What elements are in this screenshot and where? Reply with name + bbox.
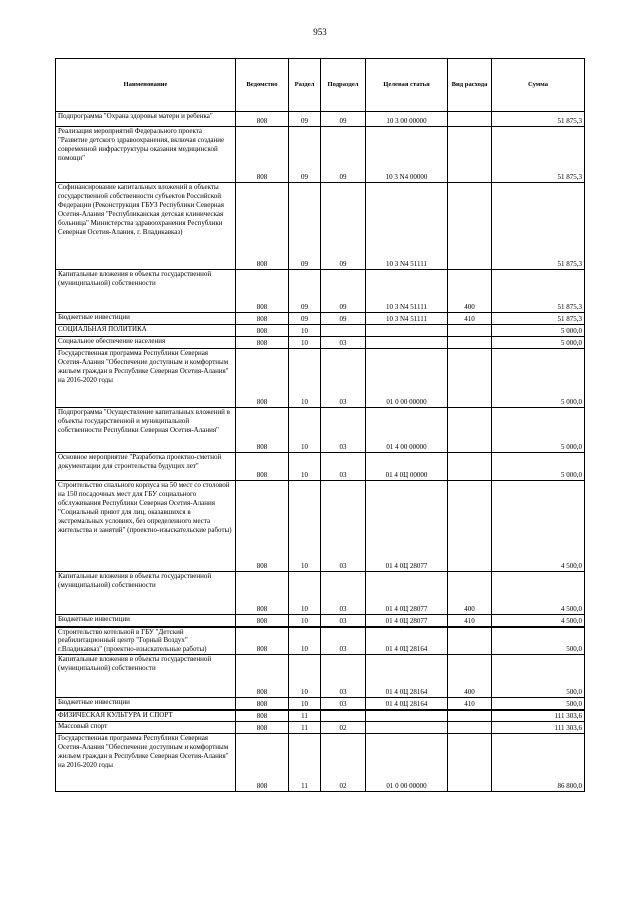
- row-subsection: [321, 710, 366, 722]
- row-department: 808: [236, 408, 289, 453]
- row-sum: 51 875,3: [492, 112, 585, 127]
- row-target-article: 01 4 0Ц 00000: [366, 453, 448, 481]
- row-expense-type: [448, 408, 492, 453]
- row-name: Реализация мероприятий Федерального проекта "Развитие детского здравоохранения, включая создание современной инфраструктуры оказания медицинской помощи": [56, 127, 236, 183]
- row-target-article: 10 3 N4 51111: [366, 270, 448, 313]
- row-target-article: 01 4 0Ц 28164: [366, 627, 448, 655]
- row-target-article: [366, 710, 448, 722]
- row-section: 10: [289, 325, 321, 337]
- row-name: Основное мероприятие "Разработка проектно-сметной документации для строительства будущих лет": [56, 453, 236, 481]
- row-target-article: 01 4 00 00000: [366, 408, 448, 453]
- row-expense-type: 410: [448, 313, 492, 325]
- row-section: 10: [289, 655, 321, 698]
- row-name: Строительство спального корпуса на 50 мест со столовой на 150 посадочных мест для ГБУ социального обслуживания Республики Северная Осетия-Алания "Социальный приют для лиц, оказавшихся в экстремальных условиях, без определенного места жительства и занятий" (проектно-изыскательские работы): [56, 481, 236, 572]
- row-target-article: 10 3 00 00000: [366, 112, 448, 127]
- row-target-article: 01 4 0Ц 28077: [366, 615, 448, 627]
- row-department: 808: [236, 349, 289, 408]
- row-section: 10: [289, 698, 321, 710]
- row-target-article: 10 3 N4 51111: [366, 313, 448, 325]
- row-name: Строительство котельной в ГБУ "Детский реабилитационный центр "Горный Воздух" г.Владикавказ" (проектно-изыскательные работы): [56, 627, 236, 655]
- row-name: Подпрограмма "Охрана здоровья матери и ребенка": [56, 112, 236, 127]
- row-section: 09: [289, 127, 321, 183]
- table-row: [56, 183, 585, 270]
- row-subsection: 03: [321, 408, 366, 453]
- row-expense-type: [448, 349, 492, 408]
- column-header-name: Наименование: [56, 59, 236, 112]
- row-sum: 51 875,3: [492, 127, 585, 183]
- row-sum: 4 500,0: [492, 572, 585, 615]
- table-row: [56, 572, 585, 615]
- row-target-article: 01 0 00 00000: [366, 349, 448, 408]
- row-name: Бюджетные инвестиции: [56, 698, 236, 710]
- row-name: Бюджетные инвестиции: [56, 615, 236, 627]
- row-subsection: 03: [321, 655, 366, 698]
- row-department: 808: [236, 337, 289, 349]
- row-target-article: 01 4 0Ц 28164: [366, 698, 448, 710]
- row-department: 808: [236, 127, 289, 183]
- table-row: [56, 655, 585, 698]
- row-target-article: 01 4 0Ц 28164: [366, 655, 448, 698]
- row-expense-type: [448, 734, 492, 792]
- table-row: [56, 270, 585, 313]
- row-subsection: 09: [321, 183, 366, 270]
- row-sum: 5 000,0: [492, 337, 585, 349]
- row-expense-type: 400: [448, 655, 492, 698]
- budget-table: [55, 58, 585, 792]
- row-section: 10: [289, 349, 321, 408]
- row-expense-type: 400: [448, 270, 492, 313]
- row-section: 10: [289, 627, 321, 655]
- row-name: СОЦИАЛЬНАЯ ПОЛИТИКА: [56, 325, 236, 337]
- row-sum: 51 875,3: [492, 313, 585, 325]
- row-department: 808: [236, 183, 289, 270]
- row-subsection: 03: [321, 337, 366, 349]
- row-section: 09: [289, 112, 321, 127]
- row-subsection: 02: [321, 722, 366, 734]
- row-subsection: 03: [321, 349, 366, 408]
- row-subsection: 03: [321, 481, 366, 572]
- row-sum: 5 000,0: [492, 408, 585, 453]
- page-number: 953: [313, 27, 327, 37]
- row-target-article: 10 3 N4 00000: [366, 127, 448, 183]
- row-subsection: 09: [321, 127, 366, 183]
- row-target-article: 01 4 0Ц 28077: [366, 481, 448, 572]
- row-name: Капитальные вложения в объекты государственной (муниципальной) собственности: [56, 572, 236, 615]
- row-name: ФИЗИЧЕСКАЯ КУЛЬТУРА И СПОРТ: [56, 710, 236, 722]
- column-header-department: Ведомство: [236, 59, 289, 112]
- row-department: 808: [236, 270, 289, 313]
- row-expense-type: [448, 325, 492, 337]
- row-subsection: [321, 325, 366, 337]
- row-name: Социальное обеспечение населения: [56, 337, 236, 349]
- row-department: 808: [236, 313, 289, 325]
- column-header-sum: Сумма: [492, 59, 585, 112]
- row-target-article: [366, 337, 448, 349]
- row-expense-type: [448, 337, 492, 349]
- row-sum: 5 000,0: [492, 349, 585, 408]
- row-name: Бюджетные инвестиции: [56, 313, 236, 325]
- row-sum: 4 500,0: [492, 481, 585, 572]
- table-row: [56, 722, 585, 734]
- row-subsection: 09: [321, 313, 366, 325]
- row-sum: 5 000,0: [492, 325, 585, 337]
- row-section: 10: [289, 572, 321, 615]
- row-section: 09: [289, 313, 321, 325]
- row-department: 808: [236, 722, 289, 734]
- row-name: Капитальные вложения в объекты государственной (муниципальной) собственности: [56, 655, 236, 698]
- column-header-subsection: Подраздел: [321, 59, 366, 112]
- column-header-section: Раздел: [289, 59, 321, 112]
- row-name: Подпрограмма "Осуществление капитальных вложений в объекты государственной и муниципальной собственности Республики Северная Осетия-Алания": [56, 408, 236, 453]
- row-expense-type: [448, 453, 492, 481]
- table-body: [56, 112, 585, 792]
- row-subsection: 03: [321, 572, 366, 615]
- row-target-article: [366, 722, 448, 734]
- row-sum: 500,0: [492, 655, 585, 698]
- row-department: 808: [236, 481, 289, 572]
- row-sum: 51 875,3: [492, 183, 585, 270]
- row-expense-type: 400: [448, 572, 492, 615]
- table-row: [56, 453, 585, 481]
- table-row: [56, 127, 585, 183]
- row-department: 808: [236, 627, 289, 655]
- row-subsection: 09: [321, 112, 366, 127]
- row-section: 10: [289, 408, 321, 453]
- row-section: 11: [289, 722, 321, 734]
- row-sum: 86 800,0: [492, 734, 585, 792]
- row-section: 10: [289, 481, 321, 572]
- row-expense-type: 410: [448, 698, 492, 710]
- table-row: [56, 698, 585, 710]
- row-sum: 111 303,6: [492, 710, 585, 722]
- row-expense-type: [448, 710, 492, 722]
- table-row: [56, 734, 585, 792]
- row-expense-type: [448, 127, 492, 183]
- row-subsection: 03: [321, 453, 366, 481]
- row-name: Массовый спорт: [56, 722, 236, 734]
- row-name: Государственная программа Республики Северная Осетия-Алания "Обеспечение доступным и комфортным жильем граждан в Республике Северная Осетия-Алания" на 2016-2020 годы: [56, 734, 236, 792]
- row-name: Государственная программа Республики Северная Осетия-Алания "Обеспечение доступным и комфортным жильем граждан в Республике Северная Осетия-Алания" на 2016-2020 годы: [56, 349, 236, 408]
- row-target-article: [366, 325, 448, 337]
- table-row: [56, 337, 585, 349]
- table-row: [56, 325, 585, 337]
- table-row: [56, 408, 585, 453]
- row-subsection: 03: [321, 698, 366, 710]
- table-row: [56, 349, 585, 408]
- table-row: [56, 710, 585, 722]
- table-row: [56, 481, 585, 572]
- row-sum: 4 500,0: [492, 615, 585, 627]
- row-sum: 111 303,6: [492, 722, 585, 734]
- row-sum: 500,0: [492, 627, 585, 655]
- row-department: 808: [236, 112, 289, 127]
- row-name: Капитальные вложения в объекты государственной (муниципальной) собственности: [56, 270, 236, 313]
- row-expense-type: [448, 627, 492, 655]
- row-department: 808: [236, 572, 289, 615]
- row-expense-type: [448, 183, 492, 270]
- row-expense-type: [448, 481, 492, 572]
- row-name: Софинансирование капитальных вложений в объекты государственной собственности субъектов Российской Федерации (Реконструкция ГБУЗ Республики Северная Осетия-Алания "Республиканская детская клиническая больница" Министерства здравоохранения Республики Северная Осетия-Алания, г. Владикавказ): [56, 183, 236, 270]
- row-department: 808: [236, 615, 289, 627]
- row-section: 10: [289, 615, 321, 627]
- row-department: 808: [236, 325, 289, 337]
- row-section: 11: [289, 710, 321, 722]
- row-section: 09: [289, 270, 321, 313]
- row-expense-type: [448, 112, 492, 127]
- row-department: 808: [236, 453, 289, 481]
- table-row: [56, 313, 585, 325]
- row-target-article: 01 4 0Ц 28077: [366, 572, 448, 615]
- row-department: 808: [236, 710, 289, 722]
- table-row: [56, 112, 585, 127]
- column-header-target-article: Целевая статья: [366, 59, 448, 112]
- row-subsection: 03: [321, 615, 366, 627]
- column-header-expense-type: Вид расхода: [448, 59, 492, 112]
- row-section: 10: [289, 453, 321, 481]
- row-department: 808: [236, 655, 289, 698]
- row-sum: 51 875,3: [492, 270, 585, 313]
- table-row: [56, 615, 585, 627]
- row-subsection: 03: [321, 627, 366, 655]
- row-department: 808: [236, 734, 289, 792]
- row-department: 808: [236, 698, 289, 710]
- row-section: 09: [289, 183, 321, 270]
- row-section: 11: [289, 734, 321, 792]
- table-header-row: [56, 59, 585, 112]
- row-expense-type: 410: [448, 615, 492, 627]
- row-sum: 500,0: [492, 698, 585, 710]
- row-target-article: 10 3 N4 51111: [366, 183, 448, 270]
- row-target-article: 01 0 00 00000: [366, 734, 448, 792]
- table-row: [56, 627, 585, 655]
- row-subsection: 02: [321, 734, 366, 792]
- row-expense-type: [448, 722, 492, 734]
- row-subsection: 09: [321, 270, 366, 313]
- row-sum: 5 000,0: [492, 453, 585, 481]
- row-section: 10: [289, 337, 321, 349]
